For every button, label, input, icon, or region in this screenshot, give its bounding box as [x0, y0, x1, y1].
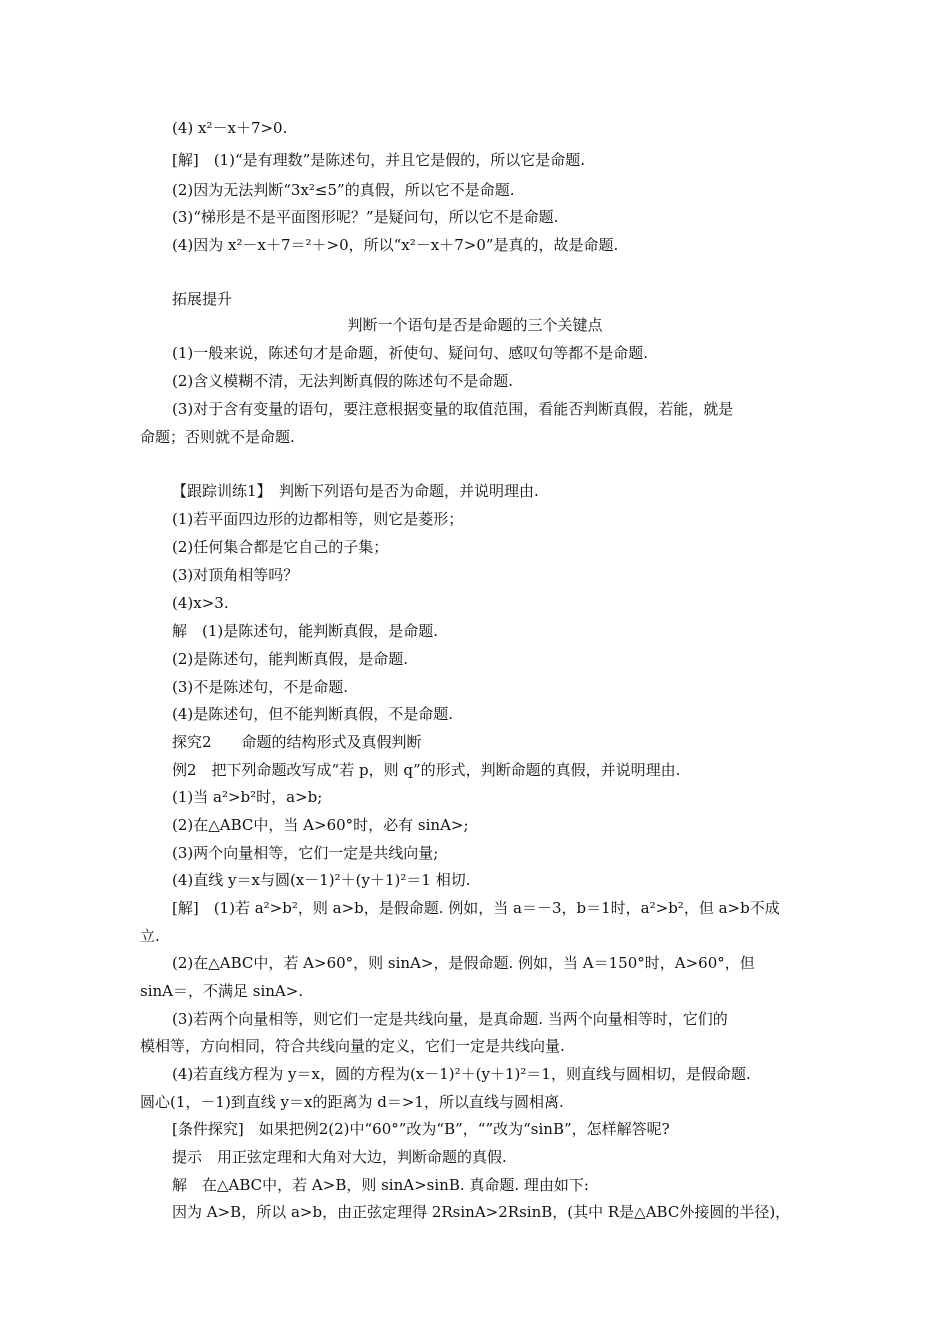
text-line: (4)直线 y＝x与圆(x－1)²＋(y＋1)²＝1 相切. [172, 871, 471, 889]
text-line: (2)任何集合都是它自己的子集； [172, 538, 389, 556]
text-line: (1)一般来说，陈述句才是命题，祈使句、疑问句、感叹句等都不是命题. [172, 344, 649, 362]
text-line: (3)不是陈述句，不是命题. [172, 678, 349, 696]
text-line: 命题；否则就不是命题. [140, 428, 295, 446]
text-line: (2)因为无法判断“3x²≤5”的真假，所以它不是命题. [172, 181, 515, 199]
text-line: (4)是陈述句，但不能判断真假，不是命题. [172, 705, 454, 723]
text-line: 模相等，方向相同，符合共线向量的定义，它们一定是共线向量. [140, 1037, 565, 1055]
text-line: (3)两个向量相等，它们一定是共线向量; [172, 844, 439, 862]
section-heading: 探究2 命题的结构形式及真假判断 [172, 733, 422, 751]
section-title: 判断一个语句是否是命题的三个关键点 [347, 316, 603, 334]
text-line: (4)因为 x²－x＋7＝²＋>0，所以“x²－x＋7>0”是真的，故是命题. [172, 236, 619, 254]
text-line: (2)是陈述句，能判断真假，是命题. [172, 650, 409, 668]
text-line: 因为 A>B，所以 a>b，由正弦定理得 2RsinA>2RsinB，(其中 R是△ABC外接圆的半径)， [172, 1203, 791, 1221]
text-line: 立. [140, 927, 160, 945]
text-line: 解 在△ABC中，若 A>B，则 sinA>sinB. 真命题. 理由如下: [172, 1176, 589, 1194]
text-line: (3)若两个向量相等，则它们一定是共线向量，是真命题. 当两个向量相等时，它们的 [172, 1010, 728, 1028]
text-line: (2)在△ABC中，当 A>60°时，必有 sinA>; [172, 816, 469, 834]
text-line: (2)含义模糊不清，无法判断真假的陈述句不是命题. [172, 372, 514, 390]
text-line: (2)在△ABC中，若 A>60°，则 sinA>，是假命题. 例如，当 A＝150°时，A>60°，但 [172, 954, 755, 972]
section-heading: 拓展提升 [172, 290, 233, 308]
example-heading: 例2 把下列命题改写成“若 p，则 q”的形式，判断命题的真假，并说明理由. [172, 761, 681, 779]
text-line: (4)若直线方程为 y＝x，圆的方程为(x－1)²＋(y＋1)²＝1，则直线与圆相切，是假命题. [172, 1065, 751, 1083]
text-line: (1)若平面四边形的边都相等，则它是菱形； [172, 510, 464, 528]
text-line: [解] (1)若 a²>b²，则 a>b，是假命题. 例如，当 a＝－3，b＝1时，a²>b²，但 a>b不成 [172, 899, 780, 917]
text-line: [解] (1)“是有理数”是陈述句，并且它是假的，所以它是命题. [172, 151, 586, 169]
text-line: (4)x>3. [172, 594, 229, 612]
text-line: (4) x²－x＋7>0. [172, 119, 288, 137]
text-line: sinA＝，不满足 sinA>. [140, 982, 304, 1000]
text-line: (1)当 a²>b²时，a>b; [172, 788, 323, 806]
text-line: 解 (1)是陈述句，能判断真假，是命题. [172, 622, 439, 640]
text-line: (3)对顶角相等吗？ [172, 566, 299, 584]
text-line: [条件探究] 如果把例2(2)中“60°”改为“B”，“”改为“sinB”，怎样解答呢? [172, 1120, 670, 1138]
text-line: (3)对于含有变量的语句，要注意根据变量的取值范围，看能否判断真假，若能，就是 [172, 400, 734, 418]
exercise-heading: 【跟踪训练1】 判断下列语句是否为命题，并说明理由. [172, 482, 539, 500]
text-line: 提示 用正弦定理和大角对大边，判断命题的真假. [172, 1148, 507, 1166]
text-line: (3)“梯形是不是平面图形呢？”是疑问句，所以它不是命题. [172, 208, 559, 226]
text-line: 圆心(1，－1)到直线 y＝x的距离为 d＝>1，所以直线与圆相离. [140, 1093, 564, 1111]
